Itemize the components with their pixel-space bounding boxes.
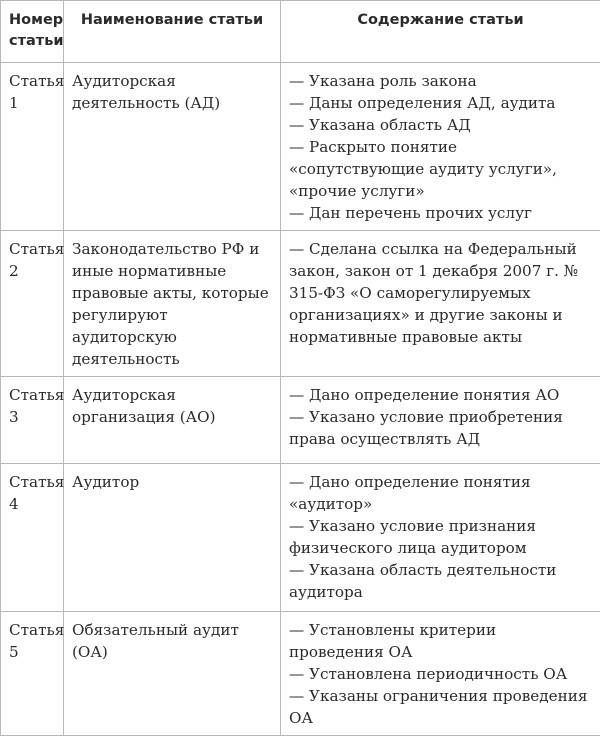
article-name: Законодательство РФ и иные нормативные правовые акты, которые регулируют аудиторскую деятельность [64, 231, 281, 377]
article-content [281, 63, 600, 231]
content-item: — Указаны ограничения проведения ОА [289, 685, 592, 729]
article-number: Статья 3 [1, 377, 64, 464]
table-row [1, 63, 600, 231]
article-content [281, 464, 600, 612]
content-item: — Указана область АД [289, 114, 592, 136]
table-row [1, 377, 600, 464]
content-item: — Указана область деятельности аудитора [289, 559, 592, 603]
header-number: Номер статьи [1, 1, 64, 63]
content-item: — Раскрыто понятие «сопутствующие аудиту услуги», «прочие услуги» [289, 136, 592, 202]
article-name: Аудитор [64, 464, 281, 612]
article-name: Аудиторская деятельность (АД) [64, 63, 281, 231]
article-content [281, 377, 600, 464]
article-number: Статья 2 [1, 231, 64, 377]
article-name: Аудиторская организация (АО) [64, 377, 281, 464]
content-item: — Установлены критерии проведения ОА [289, 619, 592, 663]
header-name: Наименование статьи [64, 1, 281, 63]
table-row [1, 612, 600, 736]
content-item: — Сделана ссылка на Федеральный закон, закон от 1 декабря 2007 г. № 315-ФЗ «О саморегулируемых организациях» и другие законы и нормативные правовые акты [289, 238, 592, 348]
content-item: — Указано условие приобретения права осуществлять АД [289, 406, 592, 450]
article-number: Статья 4 [1, 464, 64, 612]
article-content [281, 612, 600, 736]
content-item: — Указано условие признания физического лица аудитором [289, 515, 592, 559]
content-item: — Дан перечень прочих услуг [289, 202, 592, 224]
header-content: Содержание статьи [281, 1, 600, 63]
content-item: — Указана роль закона [289, 70, 592, 92]
table-header-row [1, 1, 600, 63]
article-content [281, 231, 600, 377]
content-item: — Даны определения АД, аудита [289, 92, 592, 114]
article-number: Статья 1 [1, 63, 64, 231]
article-name: Обязательный аудит (ОА) [64, 612, 281, 736]
table-row [1, 231, 600, 377]
table-row [1, 464, 600, 612]
content-item: — Установлена периодичность ОА [289, 663, 592, 685]
content-item: — Дано определение понятия «аудитор» [289, 471, 592, 515]
content-item: — Дано определение понятия АО [289, 384, 592, 406]
article-number: Статья 5 [1, 612, 64, 736]
